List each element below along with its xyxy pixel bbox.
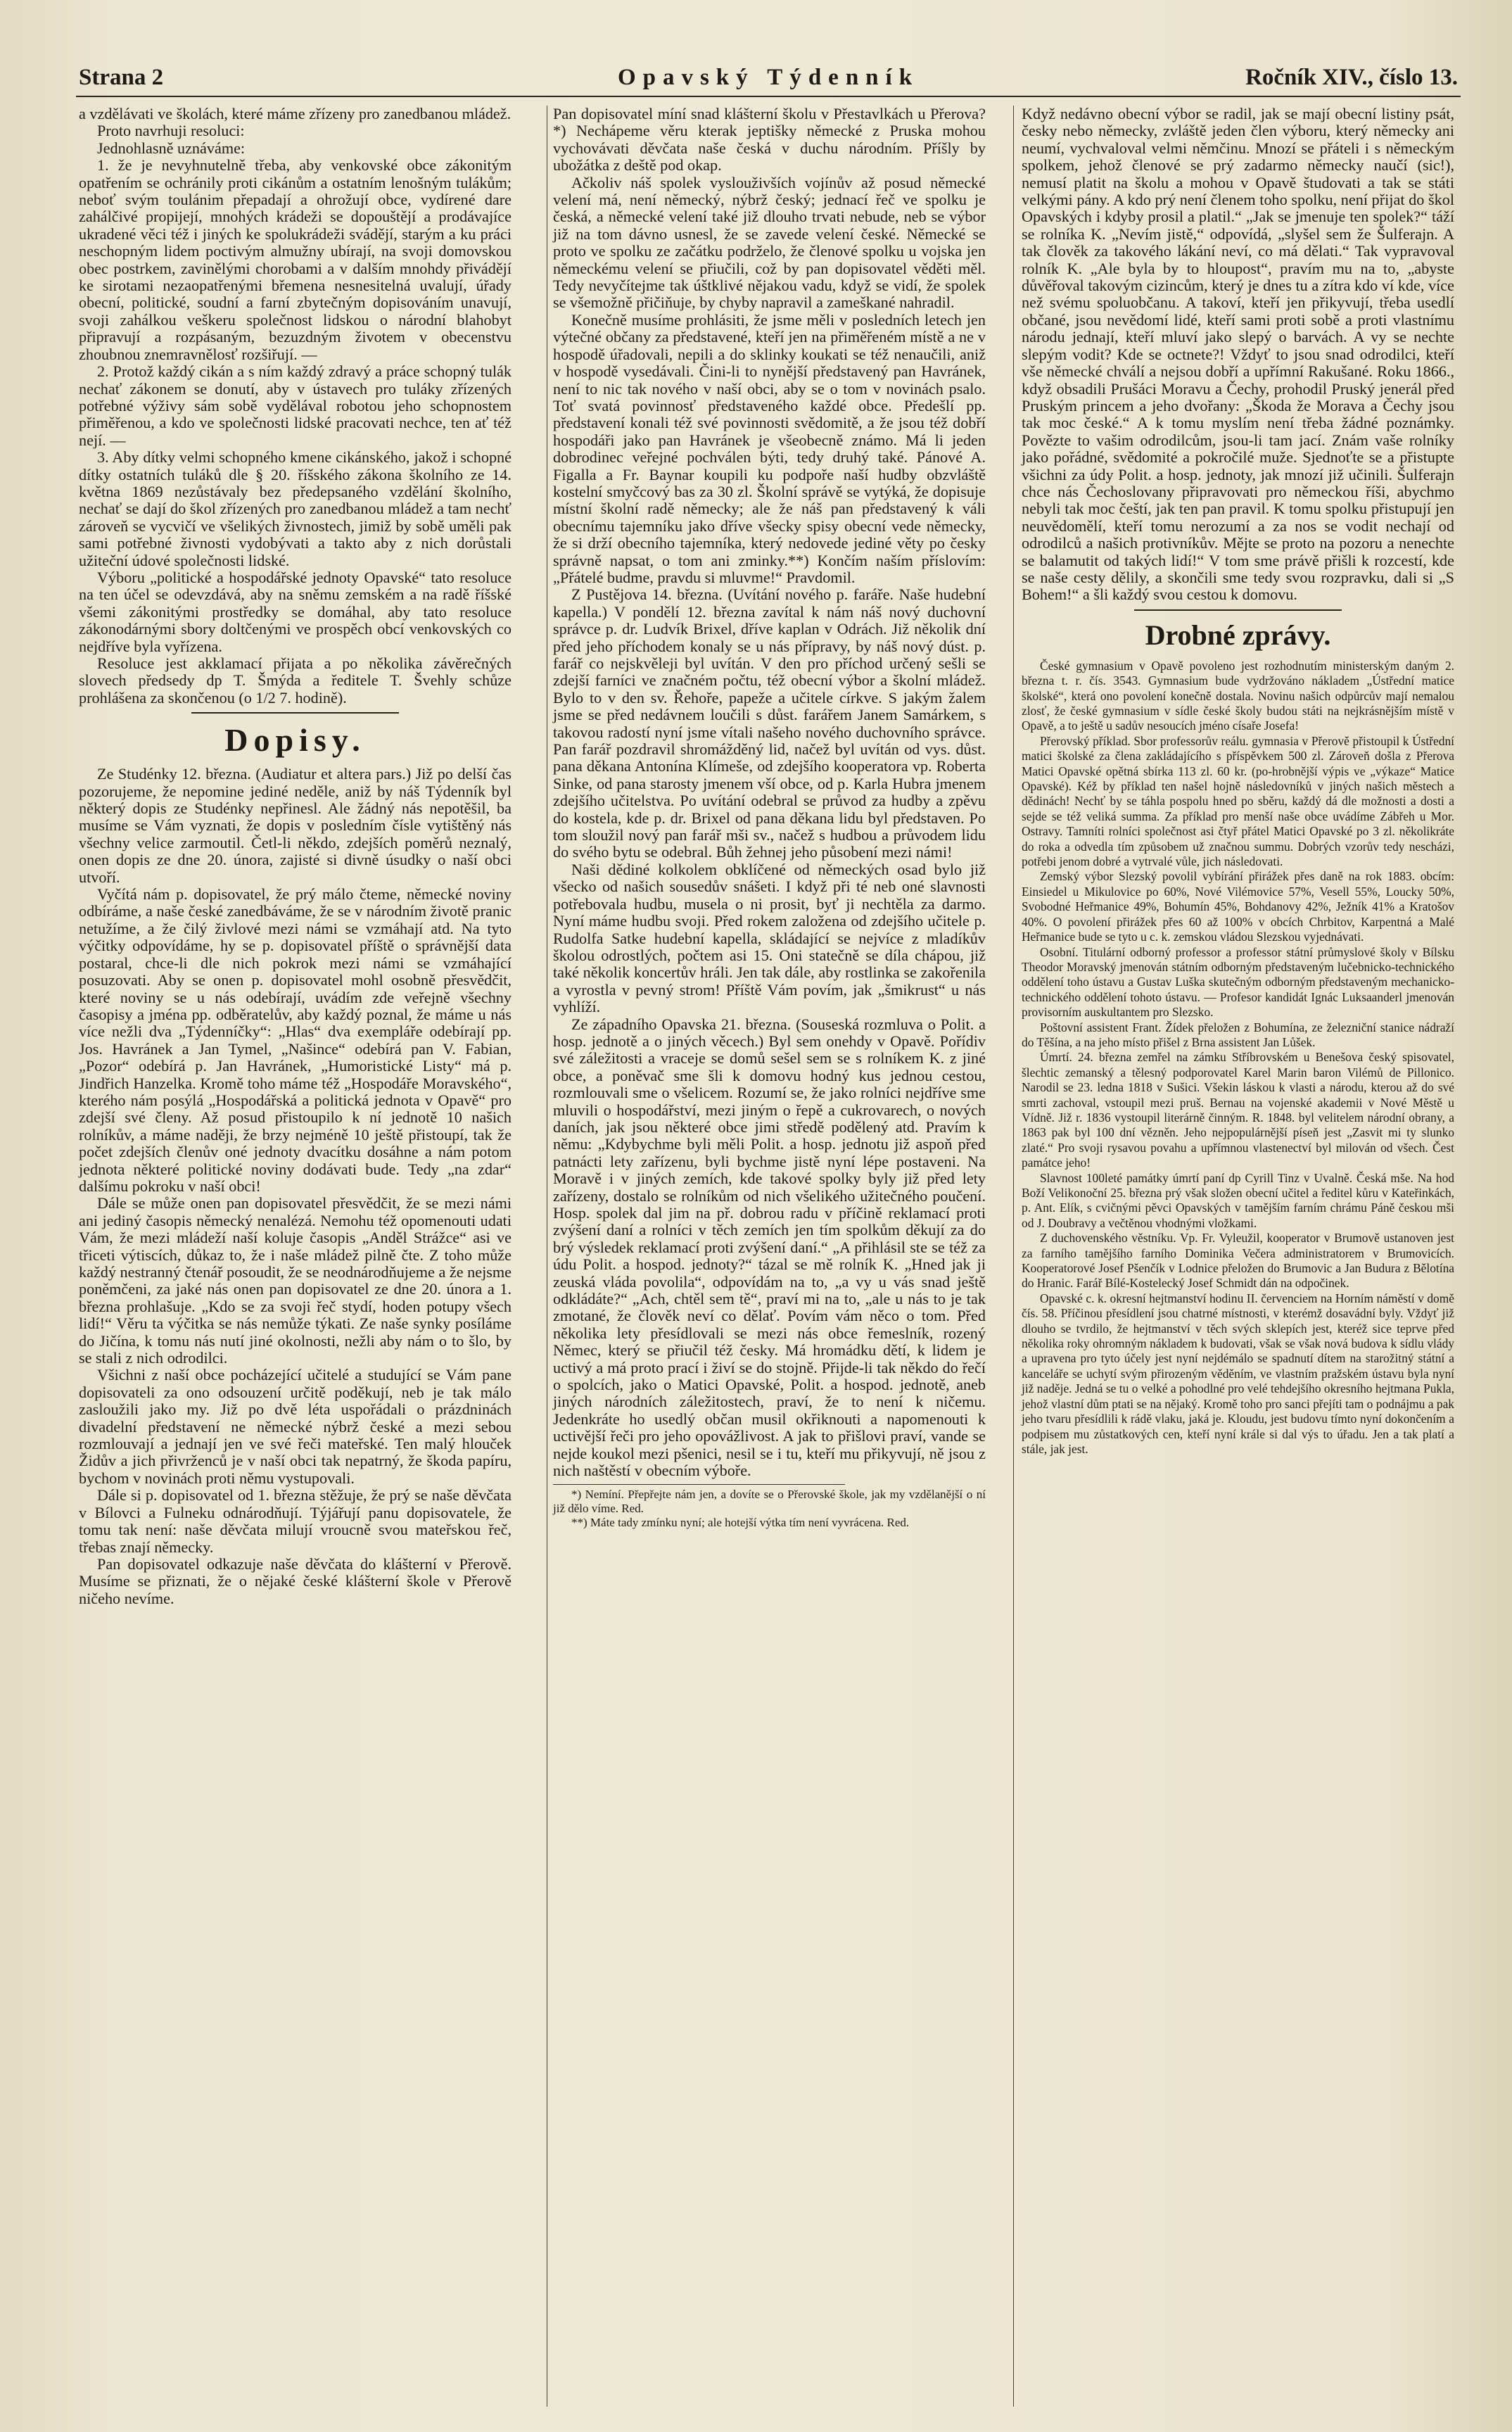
section-heading: Drobné zprávy. xyxy=(1145,619,1331,651)
news-item: Zemský výbor Slezský povolil vybírání přirážek přes daně na rok 1883. obcím: Einsiedel u Mikulovice po 60%, Nové Vilémovice 57%, Vesell 55%, Loucky 50%, Svobodné Heřmanice 49%, Bohumín 45%, Bohdanovy 42%, Ježník 41% a Kratošov 40%. O povolení přirážek přes 60 až 100% v obcích Chrbitov, Karpentná a Malé Heřmanice bude se tyto u c. k. zemskou vládou Slezskou vyjednávati. xyxy=(1022,869,1454,944)
running-header xyxy=(79,62,1458,93)
article-paragraph: Pan dopisovatel odkazuje naše děvčata do klášterní v Přerově. Musíme se přiznati, že o nějaké české klášterní škole v Přerově ničeho nevíme. xyxy=(79,1554,512,1607)
section-rule xyxy=(1134,609,1342,611)
paragraph: Proto navrhuji resoluci: xyxy=(97,122,245,140)
news-item: Z duchovenského věstníku. Vp. Fr. Vyleužil, kooperator v Brumově ustanoven jest za farního tamějšího farního Dominika Večera administratorem v Brumovicích. Kooperatorové Josef Pšenčík v Lodnice přeložen do Brumovic a Jan Budura z Bělotína do Hranic. Farář Bílé-Kostelecký Josef Schmidt dán na odpočinek. xyxy=(1022,1231,1454,1291)
footnote: **) Máte tady zmínku nyní; ale hotejší výtka tím není vyvrácena. Red. xyxy=(571,1515,910,1529)
paragraph: Konečně musíme prohlásiti, že jsme měli v posledních letech jen výtečné občany za představené, kteří jen na přiměřeném místě a ne v hospodě úřadovali, nepili a do sklinky koukati se též nenaučili, aniž v hospodě vysedávali. Čini-li to nynější představený pan Havránek, není to nic tak nového v naší obci, aby se o tom v novinách psalo. Toť svatá povinnosť představeného každé obce. Předešlí pp. představení konali též své povinnosti svědomitě, a že jsou též dobří hospodáři jako pan Havránek je všeobecně známo. Má li jeden dobrodinec veřejné pochválen býti, tedy druhý také. Pánové A. Figalla a Fr. Baynar koupili ku podpoře naší hudby obzvláště kostelní smyčcový bas za 30 zl. Školní správě se vytýká, že dopisuje místní školní radě německy; ale že náš pan představený k váli obecnímu tajemníku jako dříve všecky spisy obecní vede německy, že si drží obecního tajemníka, který nedovede jediné věty po česky správně napsat, o tom ani zminky.**) Končím naším příslovím: „Přátelé budme, pravdu si mluvme!“ Pravdomil. xyxy=(553,310,986,586)
paragraph: 2. Protož každý cikán a s ním každý zdravý a práce schopný tulák nechať zákonem se donutí, aby v ústavech pro tuláky zřízených potřebné výživy sám sobě vydělával robotou jeho schopnostem přiměřenou, a kdo ve společnosti lidské pracovati nechce, ten ať též nejí. — xyxy=(79,362,512,449)
volume-issue: Ročník XIV., číslo 13. xyxy=(1245,65,1458,90)
article-paragraph: Ze západního Opavska 21. března. (Souseská rozmluva o Polit. a hosp. jednotě a o jiných věcech.) Byl sem onehdy v Opavě. Pořídiv své záležitosti a vraceje se domů sešel sem se s rolníkem K. z jiné obce, a poněvač sme šli k domovu hodný kus jednou cestou, rozmlouvali sme o všelicem. Rozumí se, že jako rolníci nejdříve sme mluvili o hospodářství, mezi jiným o řepě a cukrovarech, o nových daních, jak jsou některé obce jimi středě podělený atd. Pravím k němu: „Kdybychme byli měli Polit. a hosp. jednotu již aspoň před patnácti lety zařízenu, byli bychme jistě nyní lépe postaveni. Na Moravě i v jiných zemích, kde takové spolky byly již před lety zařízeny, dostalo se rolníkům od nich všelikého užitečného poučení. Hosp. spolek dal jim na př. dobrou radu v příčině reklamací proti zvýšení daní a rolníci v těch zemích jen tím spolkům děkují za do brý výsledek reklamací proti zvýšení daní.“ „A přihlásil ste se též za údu Polit. a hospod. jednoty?“ tázal se mě rolník K. „Hned jak ji zeuská vláda povolila“, odpovídám na to, „a vy u vás snad ještě odkládáte?“ „Ach, chtěl sem tě“, praví mi na to, „ale u nás to je tak zmotané, že člověk neví co dělať. Povím vám něco o tom. Před několika lety přesídlovali se mezi nás obce řemeslník, rozený Němec, který se přiučil též česky. Má hromádku dětí, k lidem je uctivý a má proto prací i živí se do stojně. Přijde-li tak někdo do řečí o spolcích, jako o Matici Opavské, Polit. a hospod. jednotě, aneb jiných národních záležitostech, praví, že to není k ničemu. Jedenkráte ho usedlý občan musil okřiknouti a napomenouti k uctivější řeči pro jeho opovážlivost. A jak to přišlovi praví, vande se nejde koukol mezi pšenici, nesil se i tu, kteří mu přikyvují, ně jsou z nich naštěstí v obecním výboře. xyxy=(553,1015,986,1480)
paragraph: Resoluce jest akklamací přijata a po několika závěrečných slovech předsedy dp T. Šmýda a ředitele T. Švehly schůze prohlášena za skončenou (o 1/2 7. hodině). xyxy=(79,654,512,707)
paragraph: 1. že je nevyhnutelně třeba, aby venkovské obce zákonitým opatřením se ochránily proti cikánům a ostatním lenošným tulákům; neboť svým toulánim přepadají a ohrožují obce, vydírené dare zahálčivé propijejí, mnohých krádeži se dopouštějí a prodávajíce ukradené věci též i jiných ke spolukrádeži svádějí, starým a ku práci neschopným lidem poctivým almužny ubírají, na svoji domovskou obec postrkem, zavinělými chorobami a v dalším mnohdy přivádějí ke sirotami nezaopatřenými břemena nesnesitelná uvalují, úřady obecní, politické, soudní a farní zbytečným dopisováním unavují, svoji zahálkou veškeru společnost lidskou o národní blahobyt připravují a rozpásaným, bezuzdným životem v obecenstvu zhoubnou znemravnělosť rozšiřují. — xyxy=(79,156,512,363)
article-paragraph: Dále se může onen pan dopisovatel přesvědčit, že se mezi námi ani jediný časopis německý nenalézá. Nemohu též opomenouti udati Vám, že mezi mládeží naší koluje časopis „Anděl Strážce“ asi ve třiceti výtiscích, důkaz to, že i naše mládež pilně čte. Z toho může každý nestranný čtenář posoudit, že se neodnárodňujeme a že nejsme poněmčeni, za jaké nás onen pan dopisovatel ze dne 20. února a 1. března prohlašuje. „Kdo se za svoji řeč stydí, hoden potupy všech lidí!“ Věru ta výčitka se nás nemůže týkati. Ze naše synky posíláme do Jičína, k tomu nás nutí jiné okolnosti, nežli aby nám o to šlo, by se stali z nich odrodilci. xyxy=(79,1194,512,1367)
article-paragraph: Z Pustějova 14. března. (Uvítání nového p. faráře. Naše hudební kapella.) V pondělí 12. března zavítal k nám náš nový duchovní správce p. dr. Ludvík Brixel, dříve kaplan v Odrách. Již několik dní před jeho příchodem konaly se u nás přípravy, by náš nový dúst. p. farář co nejskvěleji byl uvítán. V den pro příchod určený sešli se zdejší farníci ve značném počtu, též obecní výbor a školní mládež. Bylo to v den sv. Řehoře, papeže a učitele církve. S jakým žalem jsme se před nedávnem loučili s důst. farářem Janem Samárkem, s takovou radostí nyní jsme vítali našeho nového duchovního správce. Pan farář pozdravil shromážděný lid, načež byl uvítán od vys. důst. pana děkana Antonína Klímeše, od zdejšího kooperatora vp. Roberta Sinke, od pana starosty jmenem vší obce, od p. Karla Hubra jmenem zdejšího učitelstva. Po uvítání odebral se průvod za hudby a zpěvu do kostela, kde p. dr. Brixel od pana děkana lidu byl představen. Po tom sloužil nový pan farář mši sv., načež s hudbou a průvodem lidu do svého bytu se odebral. Bůh žehnej jeho působení mezi námi! xyxy=(553,585,986,861)
column-3 xyxy=(1022,106,1454,1457)
news-item: Přerovský příklad. Sbor professorův reálu. gymnasia v Přerově přistoupil k Ústřední matici školské za člena zakládajícího s příspěvkem 500 zl. Zároveň došla z Přerova Matici Opavské opětná sbírka 113 zl. 60 kr. (po-hrobnější výpis ve „výkaze“ Matice Opavské). Kéž by příklad ten našel hojně následovníků v jiných našich městech a dědinách! Nechť by se táhla pospolu hned po sběru, každý dá dle možnosti a dosti a sejde se též veliká summa. Za příklad pro menší naše obce uvádíme Zábřeh u Mor. Ostravy. Tamníti rolníci společnost asi čtyř přátel Matici Opavské po 3 zl. několikráte do roka a odvedla tím způsobem už značnou summu. Dobrých vzorův tedy nescházi, potřebi jenom dobré a vytrvalé vůle, jich následovati. xyxy=(1022,733,1454,869)
article-paragraph: Dále si p. dopisovatel od 1. března stěžuje, že prý se naše děvčata v Bílovci a Fulneku odnárodňují. Týjářují panu dopisovatele, že tomu tak není: naše děvčata milují vroucně svou mateřskou řeč, třebas znají německy. xyxy=(79,1486,512,1556)
footnote: *) Nemíní. Přepřejte nám jen, a dovíte se o Přerovské škole, jak my vzdělanější o ní již dělo víme. Red. xyxy=(553,1487,986,1515)
page-number: Strana 2 xyxy=(79,65,164,90)
news-items xyxy=(1022,659,1454,1457)
news-item: Slavnost 100leté památky úmrtí paní dp Cyrill Tinz v Uvalně. Česká mše. Na hod Boží Velikonoční 25. března prý však složen obecní učitel a ředitel kůru v Kateřinkách, p. Ant. Elík, s cvičnými pěvci Opavských v tamějším farním chrámu Páně českou mši od J. Doubravy a večtěnou vhodnými vložkami. xyxy=(1022,1170,1454,1230)
paragraph: Ačkoliv náš spolek vyslouživších vojínův až posud německé velení má, není německý, nýbrž český; jednací řeč ve spolku je česká, a německé velení také již dlouho trvati nebude, neb se výbor již na tom dávno usnesl, že se zavede velení české. Německé se proto ve spolku ze začátku podrželo, že členové spolku u vojska jen německému velení se přiučili, což by pan dopisovatel věděti měl. Tedy nevyčítejme tak úštklivé nějakou vadu, když se vidí, že spolek se všemožně přičiňuje, by chyby napravil a zameškané nahradil. xyxy=(553,173,986,312)
column-2 xyxy=(553,106,986,1530)
news-item: Úmrtí. 24. března zemřel na zámku Stříbrovském u Benešova český spisovatel, šlechtic zemanský a tělesný podporovatel Karel Marin baron Vilémů de Pillonico. Narodil se 23. ledna 1818 v Sušici. Všekin láskou k vlasti a národu, kterou až do své smrti zachoval, vstoupil mezi pruš. Bernau na vojenské akademii v Nové Městě u Vídně. Již r. 1836 vystoupil literárně činným. R. 1848. byl velitelem národní obrany, a 1863 pak byl 100 dní vězněn. Jeho nejpopulárnější píseň jest „Zasvit mi ty slunko zlaté.“ Pro svoji rysavou povahu a upřímnou vlastenectví byl milován od všech. Čest památce jeho! xyxy=(1022,1050,1454,1170)
paragraph: Výboru „politické a hospodářské jednoty Opavské“ tato resoluce na ten účel se odevzdává, aby na sněmu zemském a na radě říšské všemi zákonitými prostředky se domáhal, aby tato resoluce zákonodárnými sbory doltčenými ve prospěch obcí venkovských co nejdříve byla vyřízena. xyxy=(79,568,512,655)
column-divider xyxy=(1013,106,1014,2407)
news-item: České gymnasium v Opavě povoleno jest rozhodnutím ministerským daným 2. března t. r. čís. 3543. Gymnasium bude vydržováno nákladem „Ústřední matice školské“, která ono povolení konečně dostala. Novinu našich odpůrcův mají nemalou zlosť, že české gymnasium v sídle české školy budou státi na nejkrásnějším místě v Opavě, a to ještě u sadův nesoucích jméno císaře Josefa! xyxy=(1022,658,1454,733)
news-item: Osobní. Titulární odborný professor a professor státní průmyslové školy v Bílsku Theodor Moravský jmenován státním odborným představeným lučebnicko-technického oddělení toho ústavu a Gustav Luška skutečným odborným představeným mechanicko-technického oddělení tohoto ústavu. — Profesor kandidát Ignác Luksaanderl jmenován provisorním auskultantem pro Slezsko. xyxy=(1022,944,1454,1020)
news-item: Poštovní assistent Frant. Žídek přeložen z Bohumína, ze železniční stanice nádraží do Těšína, a na jeho místo přišel z Brna assistent Jan Lůšek. xyxy=(1022,1020,1454,1049)
paragraph: Pan dopisovatel míní snad klášterní školu v Přestavlkách u Přerova?*) Nechápeme věru kterak jeptišky německé z Pruska mohou vychovávati děvčata naše česká v duchu národním. Příšly by ubožátka z deště pod okap. xyxy=(553,105,986,175)
header-rule xyxy=(76,96,1461,97)
paragraph: a vzdělávati ve školách, které máme zřízeny pro zanedbanou mládež. xyxy=(79,105,512,122)
paragraph: Když nedávno obecní výbor se radil, jak se mají obecní listiny psát, česky nebo německy, zvláště jeden člen výboru, který německy ani neumí, vychvaloval velmi němčinu. Mnozí se přáteli i s německým spolkem, jehož členové se prý zadarmo německy naučí (sic!), nemusí platit na školu a mohou v Opavě študovati a tak se státi velkými pány. A kdo prý není členem toho spolku, není přijat do škol Opavských i kdyby prosil a platil.“ „Jak se jmenuje ten spolek?“ táží se rolníka K. „Nevím jistě,“ odpovídá, „slyšel sem že Šulferajn. A tak člověk za takového lákání neví, co má dělati.“ Tak vypravoval rolník K. „Ale byla by to hloupost“, pravím mu na to, „abyste důvěřoval takovým cizincům, který je dnes tu a zítra kdo ví kde, více než svému spoluobčanu. A takoví, kteří jen přikyvují, třeba usedlí občané, jsou nevědomí lidé, kteří sami proti sobě a proti vlastnímu národu jednají, kteří mluví jako slepý o barvách. A vy se nechte slepým vodit? Kde se octnete?! Vždyť to jsou snad odrodilci, kteří vše německé chválí a nejsou dobří a upřímní Rakušané. Roku 1866., když obsadili Prušáci Moravu a Čechy, prohodil Pruský jenerál před Pruským princem a jeho dvořany: „Škoda že Morava a Čechy jsou tak moc české.“ A k tomu myslím není třeba žádné poznámky. Povězte to vašim odrodilcům, jsou-li tam jací. Znám vaše rolníky jako pořádné, svědomité a pokročilé muže. Sjednoťte se a přistupte všichni za údy Polit. a hosp. jednoty, jak mnozí již učinili. Šulferajn chce nás Čechoslovany připravovati pro německou říši, abychmo nebyli tak moc čeští, jak ten pan pravil. K tomu spolku přistupují jen neuvědomělí, kteří tomu nerozumí a za nos se vodit nechají od odrodilců a našich protivníkův. Mějte se proto na pozoru a nenechte se balamutit od takých lidí!“ V tom sme právě přišli k rozcestí, kde se naše cesty dělily, a skončili sme tedy svou rozpravku, dali si „S Bohem!“ a šli každý svou cestou k domovu. xyxy=(1022,105,1454,604)
article-paragraph: Všichni z naší obce pocházející učitelé a studující se Vám pane dopisovateli za ono odsouzení určitě poděkují, neb je tak málo zasloužili jako my. Již po dvě léta uspořádali o prázdninách divadelní představení ne německé nýbrž české a mezi sebou rozmlouvají a jednají jen ve své řeči mateřské. Ten malý hlouček Židův a jich přivrženců je v naší obci tak nepatrný, že škoda papíru, bychom v novinách proti němu vystupovali. xyxy=(79,1366,512,1487)
section-rule xyxy=(191,712,399,714)
paragraph: Naši dědiné kolkolem obklíčené od německých osad bylo již všecko od našich sousedův snášeti. I když při té neb oné slavnosti potřebovala hudbu, musela o ni prosit, byť ji nechtěla za darmo. Nyní máme hudbu svoji. Před rokem založena od zdejšího učitele p. Rudolfa Satke hudební kapella, skládající se nejvíce z mladíkův školou odrostlých, počtem asi 15. Oni statečně se díla chápou, již také několik koncertův hráli. Jen tak dále, aby rostlinka se zakořenila a vyrostla v pevný strom! Příště Vám povím, jak „šmikrust“ u nás vyhlíží. xyxy=(553,860,986,1016)
masthead-title: Opavský Týdenník xyxy=(617,65,920,90)
column-1 xyxy=(79,106,512,1607)
news-item: Opavské c. k. okresní hejtmanství hodinu II. červenciem na Horním náměstí v domě čís. 58. Příčinou přesídlení jsou chatrné místnosti, v kterémž dosavádní byly. Vždyť již dlouho se tvrdilo, že hejtmanství v těch svých sklepích jest, kteréž sice teprve před několika roky ohromným nákladem k budovati, však se však nová budova k sídlu vlády a upravena pro tyto účely jest nyní nejdémálo se spadnutí dítem na starožitný státní a kanceláře se uchytí svým přirozeným věděním, ve vlastním pražském ústavu byla nyní již naděje. Jedná se tu o velké a pohodlné pro velé tehdejšího okresního hejtmana Pukla, jehož vlastní dům ptati se na nějaký. Kromě toho pro sanci přejíti tam o podnájmu a pak jeho tvaru přesídlili k rádě vlaku, jaká je. Kloudu, jest budovu tímto nyní dokončením a podpisem mu zůstatkových cen, kteří nyní krále si dal výs to úřadu. Jen a tak platí a stále, jak jest. xyxy=(1022,1291,1454,1456)
paragraph: 3. Aby dítky velmi schopného kmene cikánského, jakož i schopné dítky ostatních tuláků dle § 20. říšského zákona školního ze 14. května 1869 nezůstávaly bez předepsaného vzdělání školního, nechať se dají do škol zřízených pro zanedbanou mládež a tam nechť zároveň se vycvičí ve všelikých živnostech, jimiž by sobě uměli pak sami potřebné živnosti vydobývati a takto aby z nich dorůstali užiteční údové společnosti lidské. xyxy=(79,448,512,569)
article-paragraph: Vyčítá nám p. dopisovatel, že prý málo čteme, německé noviny odbíráme, a naše české zanedbáváme, že se v národním životě pranic netužíme, a že čilý živlové mezi námi se vzmáhají atd. Na tyto výčitky odpovídáme, hy se p. dopisovatel příště o správnější data postaral, chce-li dle nich pokrok mezi námi se vzmáhající posuzovati. Aby se onen p. dopisovatel mohl osobně přesvědčit, které noviny se u nás odebírají, uvádím zde veřejně všechny časopisy a jména pp. odběratelův, aby každý poznal, že máme u nás více nežli dva „Týdenníčky“: „Hlas“ dva exempláře odebírají pp. Jos. Havránek a Jan Tymel, „Našince“ odebírá pan V. Fabian, „Pozor“ odebírá p. Jan Havránek, „Humoristické Listy“ má p. Jindřich Hanzelka. Kromě toho máme též „Hospodáře Moravského“, kterého nám posýlá „Hospodářská a politická jednota v Opavě“ pro zdejší své členy. Až posud přistoupilo k ní jednotě 10 našich rolníkův, a máme naději, že brzy nejméně 10 ještě přistoupí, tak že počet zdejších členův oné jednoty dvacítku dosáhne a nám potom jednota některé politické noviny dodávati bude. Tedy „na zdar“ dalšímu pokroku v naší obci! xyxy=(79,885,512,1195)
section-heading: Dopisy. xyxy=(224,722,366,759)
paragraph: Jednohlasně uznáváme: xyxy=(97,139,246,157)
article-paragraph: Ze Studénky 12. března. (Audiatur et altera pars.) Již po delší čas pozorujeme, že nepomine jediné neděle, aniž by náš Týdenník byl některý dopis ze Studénky nepřinesl. Ale žádný nás nepotěšil, ba musíme se Vám vyznati, že dopis v posledním čísle vytištěný nás všechny velice zarmoutil. Četl-li někdo, zdejších poměrů neznalý, onen dopis ze dne 20. února, zajisté si divně úsudky o naší obci utvoří. xyxy=(79,765,512,886)
footnote-rule xyxy=(553,1484,845,1485)
